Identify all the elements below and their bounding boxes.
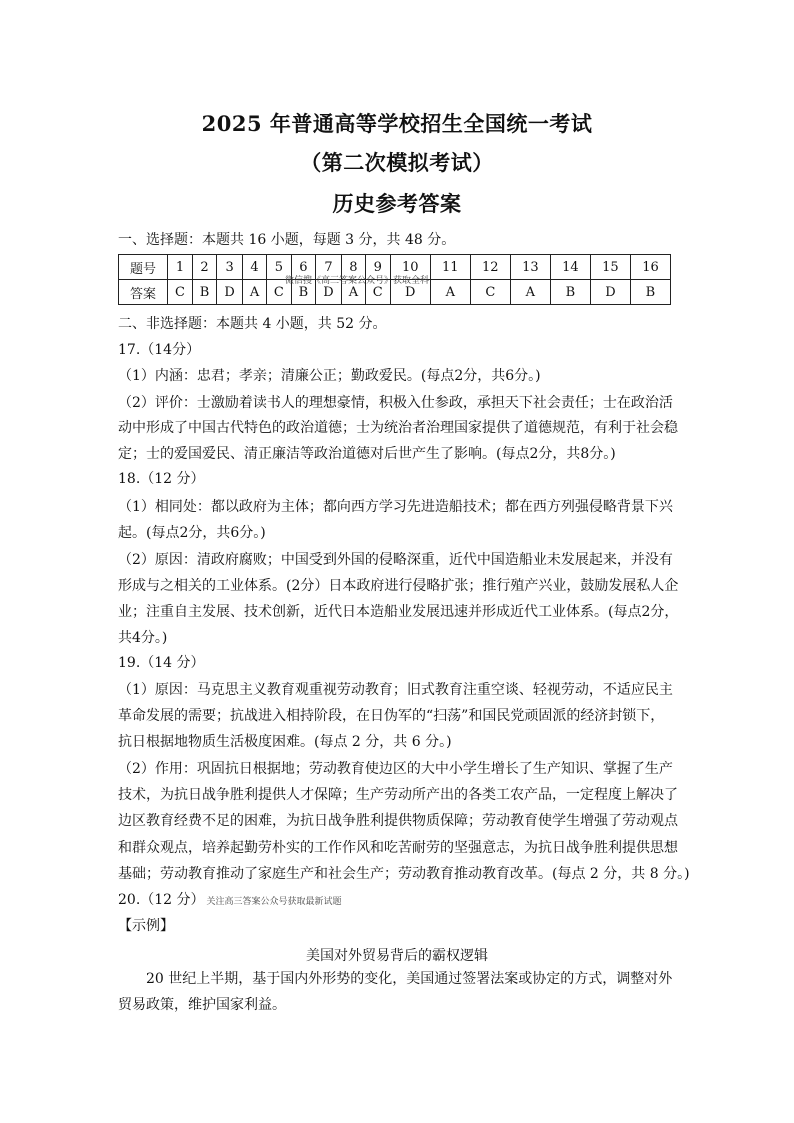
question-number-label: 题号 <box>119 255 168 280</box>
q17-line: （2）评价：士激励着读书人的理想豪情，积极入仕参政，承担天下社会责任；士在政治活 <box>118 395 673 411</box>
answer-cell: C <box>365 280 390 305</box>
q17-line: （1）内涵：忠君；孝亲；清廉公正；勤政爱民。(每点2分，共6分。) <box>118 368 541 384</box>
answer-cell: B <box>192 280 216 305</box>
answer-label: 答案 <box>119 280 168 305</box>
answer-cell: C <box>470 280 510 305</box>
question-number-cell: 5 <box>266 255 291 280</box>
q18-line: （1）相同处：都以政府为主体；都向西方学习先进造船技术；都在西方列强侵略背景下兴 <box>118 499 673 515</box>
q19-line: （1）原因：马克思主义教育观重视劳动教育；旧式教育注重空谈、轻视劳动，不适应民主 <box>118 682 673 698</box>
q17-title: 17.（14分） <box>118 342 201 358</box>
question-number-cell: 14 <box>550 255 590 280</box>
example-label: 【示例】 <box>118 918 174 934</box>
question-number-cell: 6 <box>291 255 315 280</box>
q17-line: 定；士的爱国爱民、清正廉洁等政治道德对后世产生了影响。(每点2分，共8分。) <box>118 446 616 462</box>
section2-heading: 二、非选择题：本题共 4 小题，共 52 分。 <box>118 316 387 332</box>
answer-cell: D <box>315 280 341 305</box>
question-number-cell: 11 <box>430 255 470 280</box>
answer-cell: B <box>630 280 670 305</box>
q19-line: 革命发展的需要；抗战进入相持阶段，在日伪军的“扫荡”和国民党顽固派的经济封锁下， <box>118 708 665 724</box>
q20-title-text: 20.（12 分） <box>118 892 205 908</box>
essay-line: 20 世纪上半期，基于国内外形势的变化，美国通过签署法案或协定的方式，调整对外 <box>146 971 673 987</box>
answer-cell: B <box>291 280 315 305</box>
subject-title: 历史参考答案 <box>332 191 462 216</box>
q17-line: 动中形成了中国古代特色的政治道德；士为统治者治理国家提供了道德规范，有利于社会稳 <box>118 420 678 436</box>
answer-cell: C <box>266 280 291 305</box>
q19-line: 边区教育经费不足的困难，为抗日战争胜利提供物质保障；劳动教育使学生增强了劳动观点 <box>118 813 678 829</box>
q19-line: 基础；劳动教育推动了家庭生产和社会生产；劳动教育推动教育改革。(每点 2 分，共 8 分。) <box>118 866 690 882</box>
answer-cell: A <box>243 280 267 305</box>
q18-line: 共4分。) <box>118 630 168 646</box>
question-number-cell: 16 <box>630 255 670 280</box>
q18-line: 业；注重自主发展、技术创新，近代日本造船业发展迅速并形成近代工业体系。(每点2分， <box>118 604 679 620</box>
q20-title <box>118 892 678 910</box>
essay-title: 美国对外贸易背后的霸权逻辑 <box>306 948 488 964</box>
q20-watermark: 关注高三答案公众号获取最新试题 <box>206 897 342 907</box>
section1-heading: 一、选择题：本题共 16 小题，每题 3 分，共 48 分。 <box>118 232 456 248</box>
essay-line: 贸易政策，维护国家利益。 <box>118 997 286 1013</box>
q18-line: 形成与之相关的工业体系。(2分）日本政府进行侵略扩张；推行殖产兴业，鼓励发展私人企 <box>118 578 679 594</box>
question-number-cell: 7 <box>315 255 341 280</box>
q19-title: 19.（14 分） <box>118 655 205 671</box>
answer-cell: D <box>217 280 243 305</box>
answer-cell: A <box>342 280 366 305</box>
question-number-cell: 8 <box>342 255 366 280</box>
q18-title: 18.（12 分） <box>118 471 205 487</box>
q19-line: 抗日根据地物质生活极度困难。(每点 2 分，共 6 分。) <box>118 734 452 750</box>
question-number-cell: 2 <box>192 255 216 280</box>
question-number-cell: 1 <box>168 255 193 280</box>
answer-cell: A <box>430 280 470 305</box>
question-number-cell: 9 <box>365 255 390 280</box>
question-number-cell: 15 <box>590 255 630 280</box>
answer-cell: A <box>510 280 550 305</box>
question-number-cell: 10 <box>390 255 430 280</box>
q18-line: （2）原因：清政府腐败；中国受到外国的侵略深重，近代中国造船业未发展起来，并没有 <box>118 552 673 568</box>
q18-line: 起。(每点2分，共6分。) <box>118 525 266 541</box>
exam-subtitle: （第二次模拟考试） <box>300 150 494 175</box>
exam-title: 2025 年普通高等学校招生全国统一考试 <box>201 111 593 136</box>
question-number-cell: 3 <box>217 255 243 280</box>
answer-cell: B <box>550 280 590 305</box>
answer-cell: C <box>168 280 193 305</box>
question-number-cell: 13 <box>510 255 550 280</box>
table-watermark: 微信搜《高三答案公众号》获取全科 <box>285 276 430 286</box>
question-number-cell: 12 <box>470 255 510 280</box>
q19-line: 技术，为抗日战争胜利提供人才保障；生产劳动所产出的各类工农产品，一定程度上解决了 <box>118 787 678 803</box>
question-number-cell: 4 <box>243 255 267 280</box>
q19-line: 和群众观点，培养起勤劳朴实的工作作风和吃苦耐劳的坚强意志，为抗日战争胜利提供思想 <box>118 840 678 856</box>
q19-line: （2）作用：巩固抗日根据地；劳动教育使边区的大中小学生增长了生产知识、掌握了生产 <box>118 761 673 777</box>
answer-cell: D <box>390 280 430 305</box>
answer-cell: D <box>590 280 630 305</box>
